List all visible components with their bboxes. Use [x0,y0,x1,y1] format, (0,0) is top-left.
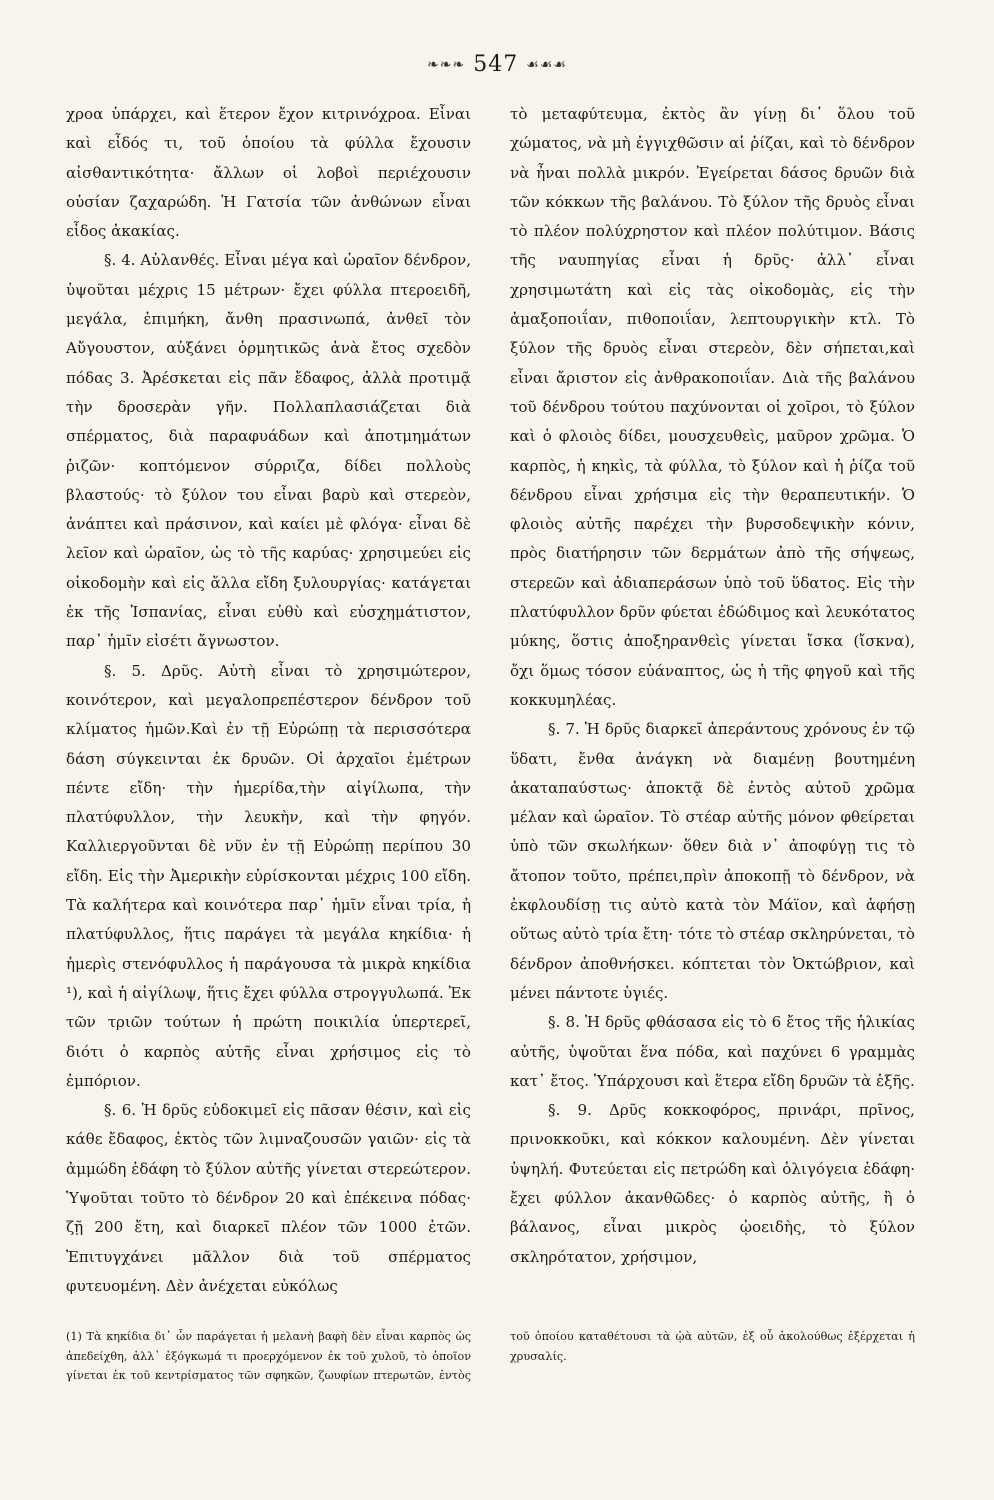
right-column [510,100,915,1272]
footnote-text: (1) Τὰ κηκίδια δι᾽ ὧν παράγεται ἡ μελανὴ βαφὴ δὲν εἶναι καρπὸς ὡς ἀπεδείχθη, ἀλλ᾽ ἐξόγκωμά τι προερχόμενον ἐκ τοῦ χυλοῦ, τὸ ὁποῖον γίνεται ἐκ τοῦ κεντρίσματος τῶν σφηκῶν, ζωυφίων πτερωτῶν, ἐντὸς τοῦ ὁποίου καταθέτουσι τὰ ᾠὰ αὐτῶν, ἐξ οὗ ἀκολούθως ἐξέρχεται ἡ χρυσαλίς. [66,1330,915,1382]
paragraph: §. 4. Αὐλανθές. Εἶναι μέγα καὶ ὡραῖον δένδρον, ὑψοῦται μέχρις 15 μέτρων· ἔχει φύλλα πτεροειδῆ, μεγάλα, ἐπιμήκη, ἄνθη πρασινωπά, ἀνθεῖ τὸν Αὔγουστον, αὐξάνει ὁρμητικῶς ἀνὰ ἔτος σχεδὸν πόδας 3. Ἀρέσκεται εἰς πᾶν ἔδαφος, ἀλλὰ προτιμᾷ τὴν δροσερὰν γῆν. Πολλαπλασιάζεται διὰ σπέρματος, διὰ παραφυάδων καὶ ἀποτμημάτων ῥιζῶν· κοπτόμενον σύρριζα, δίδει πολλοὺς βλαστούς· τὸ ξύλον του εἶναι βαρὺ καὶ στερεὸν, ἀνάπτει καὶ πράσινον, καὶ καίει μὲ φλόγα· εἶναι δὲ λεῖον καὶ ὡραῖον, ὡς τὸ τῆς καρύας· χρησιμεύει εἰς οἰκοδομὴν καὶ εἰς ἄλλα εἴδη ξυλουργίας· κατάγεται ἐκ τῆς Ἱσπανίας, εἶναι εὐθὺ καὶ εὐσχημάτιστον, παρ᾽ ἡμῖν εἰσέτι ἄγνωστον. [66,251,471,651]
paragraph: τὸ μεταφύτευμα, ἐκτὸς ἂν γίνῃ δι᾽ ὅλου τοῦ χώματος, νὰ μὴ ἐγγιχθῶσιν αἱ ῥίζαι, καὶ τὸ δένδρον νὰ ἦναι πολλὰ μικρόν. Ἐγείρεται δάσος δρυῶν διὰ τῶν κόκκων τῆς βαλάνου. Τὸ ξύλον τῆς δρυὸς εἶναι τὸ πλέον πολύχρηστον καὶ πλέον πολύτιμον. Βάσις τῆς ναυπηγίας εἶναι ἡ δρῦς· ἀλλ᾽ εἶναι χρησιμωτάτη καὶ εἰς τὰς οἰκοδομὰς, εἰς τὴν ἁμαξοποιΐαν, πιθοποιΐαν, λεπτουργικὴν κτλ. Τὸ ξύλον τῆς δρυὸς εἶναι στερεὸν, δὲν σήπεται,καὶ εἶναι ἄριστον εἰς ἀνθρακοποιΐαν. Διὰ τῆς βαλάνου τοῦ δένδρου τούτου παχύνονται οἱ χοῖροι, τὸ ξύλον καὶ ὁ φλοιὸς δίδει, μουσχευθεὶς, μαῦρον χρῶμα. Ὁ καρπὸς, ἡ κηκὶς, τὰ φύλλα, τὸ ξύλον καὶ ἡ ῥίζα τοῦ δένδρου εἶναι χρήσιμα εἰς τὴν θεραπευτικήν. Ὁ φλοιὸς αὐτῆς παρέχει τὴν βυρσοδεψικὴν κόνιν, πρὸς διατήρησιν τῶν δερμάτων ἀπὸ τῆς σήψεως, στερεῶν καὶ ἀδιαπεράσων ὑπὸ τοῦ ὕδατος. Εἰς τὴν πλατύφυλλον δρῦν φύεται ἐδώδιμος καὶ λευκότατος μύκης, ὅστις ἀποξηρανθεὶς γίνεται ἴσκα (ἴσκνα), ὄχι ὅμως τόσον εὐάναπτος, ὡς ἡ τῆς φηγοῦ καὶ τῆς κοκκυμηλέας. [510,105,915,709]
paragraph: §. 5. Δρῦς. Αὐτὴ εἶναι τὸ χρησιμώτερον, κοινότερον, καὶ μεγαλοπρεπέστερον δένδρον τοῦ κλίματος ἡμῶν.Καὶ ἐν τῇ Εὐρώπῃ τὰ περισσότερα δάση σύγκεινται ἐκ δρυῶν. Οἱ ἀρχαῖοι ἐμέτρων πέντε εἴδη· τὴν ἡμερίδα,τὴν αἰγίλωπα, τὴν πλατύφυλλον, τὴν λευκὴν, καὶ τὴν φηγόν. Καλλιεργοῦνται δὲ νῦν ἐν τῇ Εὐρώπῃ περίπου 30 εἴδη. Εἰς τὴν Ἀμερικὴν εὑρίσκονται μέχρις 100 εἴδη. Τὰ καλήτερα καὶ κοινότερα παρ᾽ ἡμῖν εἶναι τρία, ἡ πλατύφυλλος, ἥτις παράγει τὰ μεγάλα κηκίδια· ἡ ἡμερὶς στενόφυλλος ἡ παράγουσα τὰ μικρὰ κηκίδια ¹), καὶ ἡ αἰγίλωψ, ἥτις ἔχει φύλλα στρογγυλωπά. Ἐκ τῶν τριῶν τούτων ἡ πρώτη ποικιλία ὑπερτερεῖ, διότι ὁ καρπὸς αὐτῆς εἶναι χρήσιμος εἰς τὸ ἐμπόριον. [66,661,471,1090]
ornament-left-icon: ❧❧❧ [427,57,466,73]
page-header [0,52,994,77]
paragraph: §. 6. Ἡ δρῦς εὐδοκιμεῖ εἰς πᾶσαν θέσιν, καὶ εἰς κάθε ἔδαφος, ἐκτὸς τῶν λιμναζουσῶν γαιῶν· εἰς τὰ ἀμμώδη ἐδάφη τὸ ξύλον αὐτῆς γίνεται στερεώτερον. Ὑψοῦται τοῦτο τὸ δένδρον 20 καὶ ἐπέκεινα πόδας· ζῇ 200 ἔτη, καὶ διαρκεῖ πλέον τῶν 1000 ἐτῶν. Ἐπιτυγχάνει μᾶλλον διὰ τοῦ σπέρματος φυτευομένη. Δὲν ἀνέχεται εὐκόλως [66,1101,471,1295]
paragraph: §. 9. Δρῦς κοκκοφόρος, πρινάρι, πρῖνος, πρινοκκοῦκι, καὶ κόκκον καλουμένη. Δὲν γίνεται ὑψηλή. Φυτεύεται εἰς πετρώδη καὶ ὀλιγόγεια ἐδάφη· ἔχει φύλλον ἀκανθῶδες· ὁ καρπὸς αὐτῆς, ἢ ὁ βάλανος, εἶναι μικρὸς ᾠοειδὴς, τὸ ξύλον σκληρότατον, χρήσιμον, [510,1101,915,1266]
paragraph: §. 8. Ἡ δρῦς φθάσασα εἰς τὸ 6 ἔτος τῆς ἡλικίας αὐτῆς, ὑψοῦται ἕνα πόδα, καὶ παχύνει 6 γραμμὰς κατ᾽ ἔτος. Ὑπάρχουσι καὶ ἕτερα εἴδη δρυῶν τὰ ἑξῆς. [510,1013,915,1090]
page-number: 547 [473,52,519,77]
left-column [66,100,471,1301]
ornament-right-icon: ☙☙☙ [526,57,567,73]
paragraph: §. 7. Ἡ δρῦς διαρκεῖ ἀπεράντους χρόνους ἐν τῷ ὕδατι, ἔνθα ἀνάγκη νὰ διαμένῃ βουτημένη ἀκαταπαύστως· ἀποκτᾷ δὲ ἐντὸς αὐτοῦ χρῶμα μέλαν καὶ ὡραῖον. Τὸ στέαρ αὐτῆς μόνον φθείρεται ὑπὸ τῶν σκωλήκων· ὅθεν διὰ ν᾽ ἀποφύγῃ τις τὸ ἄτοπον τοῦτο, πρέπει,πρὶν ἀποκοπῇ τὸ δένδρον, νὰ ἐκφλουδίσῃ τις αὐτὸ κατὰ τὸν Μάϊον, καὶ ἀφήσῃ οὕτως αὐτὸ τρία ἔτη· τότε τὸ στέαρ σκληρύνεται, τὸ δένδρον ἀποθνήσκει. κόπτεται τὸν Ὀκτώβριον, καὶ μένει πάντοτε ὑγιές. [510,720,915,1002]
footnote-left [66,1327,915,1386]
paragraph: χροα ὑπάρχει, καὶ ἕτερον ἔχον κιτρινόχροα. Εἶναι καὶ εἶδός τι, τοῦ ὁποίου τὰ φύλλα ἔχουσιν αἰσθαντικότητα· ἄλλων οἱ λοβοὶ περιέχουσιν οὐσίαν ζαχαρώδη. Ἡ Γατσία τῶν ἀνθώνων εἶναι εἶδος ἀκακίας. [66,105,471,241]
